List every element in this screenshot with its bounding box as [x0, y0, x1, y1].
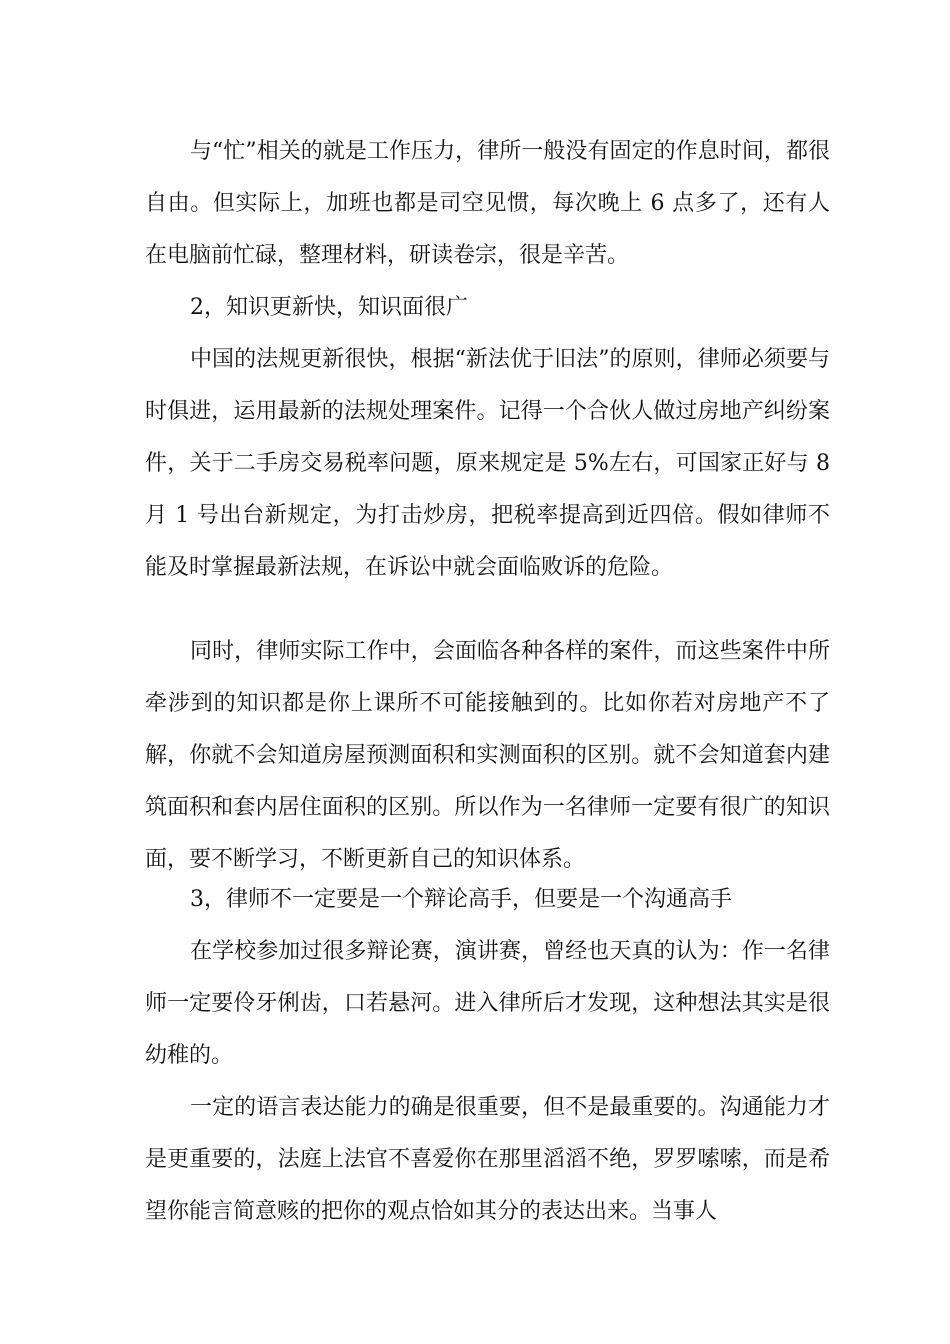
- paragraph-broad-knowledge: 同时，律师实际工作中，会面临各种各样的案件，而这些案件中所牵涉到的知识都是你上课所不可能接触到的。比如你若对房地产不了解，你就不会知道房屋预测面积和实测面积的区别。就不会知道套内建筑面积和套内居住面积的区别。所以作为一名律师一定要有很广的知识面，要不断学习，不断更新自己的知识体系。: [145, 639, 830, 872]
- section-heading-2: 2，知识更新快，知识面很广: [190, 295, 468, 320]
- paragraph-work-pressure: 与“忙”相关的就是工作压力，律所一般没有固定的作息时间，都很自由。但实际上，加班也都是司空见惯，每次晚上 6 点多了，还有人在电脑前忙碌，整理材料，研读卷宗，很是辛苦。: [145, 139, 830, 268]
- section-heading-3: 3，律师不一定要是一个辩论高手，但要是一个沟通高手: [190, 887, 732, 912]
- paragraph-communication: 一定的语言表达能力的确是很重要，但不是最重要的。沟通能力才是更重要的，法庭上法官不喜爱你在那里滔滔不绝，罗罗嗦嗦，而是希望你能言简意赅的把你的观点恰如其分的表达出来。当事人: [145, 1095, 830, 1224]
- paragraph-debate: 在学校参加过很多辩论赛，演讲赛，曾经也天真的认为：作一名律师一定要伶牙俐齿，口若悬河。进入律所后才发现，这种想法其实是很幼稚的。: [145, 939, 830, 1068]
- paragraph-law-updates: 中国的法规更新很快，根据“新法优于旧法”的原则，律师必须要与时俱进，运用最新的法规处理案件。记得一个合伙人做过房地产纠纷案件，关于二手房交易税率问题，原来规定是 5%左右，可国家正好与 8 月 1 号出台新规定，为打击炒房，把税率提高到近四倍。假如律师不能及时掌握最新法规，在诉讼中就会面临败诉的危险。: [145, 347, 830, 580]
